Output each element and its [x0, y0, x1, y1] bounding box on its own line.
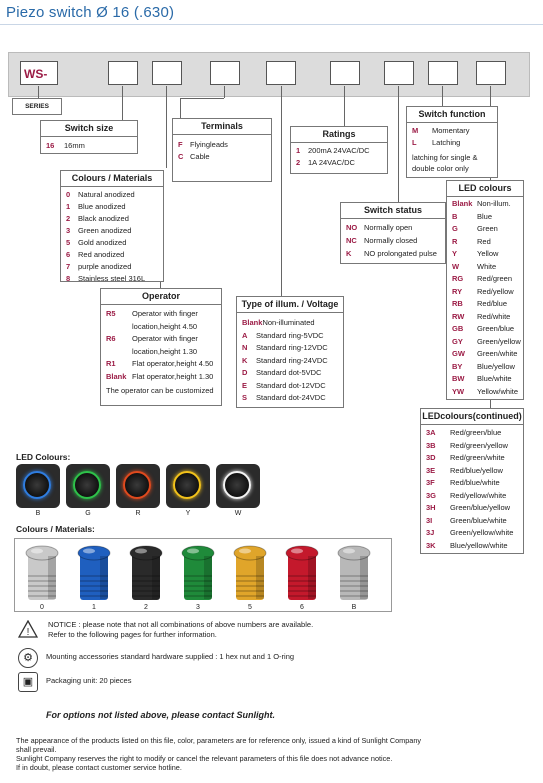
colours-title: Colours / Materials — [61, 171, 163, 187]
operator-list — [101, 305, 221, 383]
option-text: Red anodized — [78, 250, 125, 259]
option-code: 2 — [66, 214, 71, 223]
option-text: Green/yellow — [477, 336, 521, 346]
option-code: 0 — [66, 190, 71, 199]
option-code: S — [242, 393, 248, 402]
option-text: Blue/white — [477, 374, 512, 383]
switch-function-note — [407, 149, 497, 174]
option-code: L — [412, 138, 417, 147]
option-code: 3 — [66, 226, 71, 235]
option-text: purple anodized — [78, 262, 132, 271]
switch-size-box — [40, 120, 138, 154]
option-row — [101, 308, 221, 321]
connector-line — [38, 86, 39, 98]
option-row — [421, 527, 523, 540]
option-row — [61, 213, 163, 225]
led-colours-title: LED colours — [447, 181, 523, 197]
led-ring — [73, 471, 101, 499]
option-code: NC — [346, 236, 357, 245]
option-row — [101, 333, 221, 346]
mounting-text: Mounting accessories standard hardware supplied : 1 hex nut and 1 O-ring — [46, 652, 295, 661]
option-text: Non-illum. — [477, 199, 511, 208]
led-colours-heading: LED Colours: — [16, 452, 71, 462]
option-text: Red/green/yellow — [450, 440, 508, 450]
switch-cap-photo — [126, 542, 166, 604]
option-text: Standard dot-5VDC — [256, 368, 322, 377]
option-row — [173, 139, 271, 151]
connector-line — [398, 86, 399, 102]
option-row — [447, 198, 523, 211]
illumination-box — [236, 296, 344, 408]
option-text: Green/blue/yellow — [450, 503, 511, 512]
option-text: Standard dot-24VDC — [256, 393, 326, 402]
disclaimer-line: shall prevail. — [16, 745, 57, 754]
option-text: Green/yellow/white — [450, 528, 514, 537]
led-switch-photo — [216, 464, 260, 508]
material-photo-label: 5 — [248, 604, 252, 611]
option-row — [101, 371, 221, 384]
colours-list — [61, 187, 163, 285]
option-text: Momentary — [432, 126, 470, 135]
led-switch-photo — [66, 464, 110, 508]
option-code: W — [452, 261, 460, 271]
led-ring — [173, 471, 201, 499]
material-photo-label: 1 — [92, 604, 96, 611]
led-photo-label: R — [135, 510, 141, 517]
option-row — [61, 249, 163, 261]
led-ring — [123, 471, 151, 499]
colours-box — [60, 170, 164, 282]
option-row — [61, 225, 163, 237]
option-code: G — [452, 224, 458, 233]
led-colours-box — [446, 180, 524, 400]
illumination-title: Type of illum. / Voltage — [237, 297, 343, 313]
option-row — [447, 348, 523, 361]
option-row — [237, 392, 343, 405]
option-row — [291, 157, 387, 169]
operator-note: The operator can be customized — [106, 386, 214, 395]
option-code: C — [178, 152, 184, 161]
option-row — [101, 358, 221, 371]
option-code: 3D — [426, 453, 436, 462]
option-code: K — [346, 249, 352, 258]
switch-status-box — [340, 202, 446, 264]
option-text: Red/blue/yellow — [450, 465, 503, 475]
code-prefix: WS- — [20, 61, 58, 85]
option-row — [101, 321, 221, 334]
option-text: Operator with finger — [132, 334, 198, 343]
option-row — [237, 380, 343, 393]
option-code: RG — [452, 274, 464, 283]
option-code: GW — [452, 349, 465, 358]
option-text: Blue/yellow/white — [450, 540, 508, 550]
note-line: double color only — [412, 164, 469, 173]
terminals-list — [173, 135, 271, 163]
option-text: Green — [477, 224, 498, 233]
option-code: D — [242, 368, 248, 377]
disclaimer — [16, 736, 536, 772]
option-row — [447, 273, 523, 286]
option-text: Blue anodized — [78, 202, 126, 211]
packaging-text: Packaging unit: 20 pieces — [46, 676, 132, 685]
option-row — [291, 145, 387, 157]
option-code: GB — [452, 324, 464, 333]
option-code: RB — [452, 299, 463, 308]
option-text: Standard ring-12VDC — [256, 343, 328, 352]
connector-line — [180, 98, 224, 99]
option-code: B — [452, 211, 458, 221]
option-code: Y — [452, 249, 458, 258]
connector-line — [442, 86, 443, 108]
option-text: Red/white — [477, 311, 511, 321]
option-code: A — [242, 330, 248, 340]
switch-cap-photo — [74, 542, 114, 604]
option-code: 1 — [66, 202, 71, 211]
led-colours-continued-title: LEDcolours(continued) — [421, 409, 523, 425]
option-text: Flat operator,height 4.50 — [132, 359, 214, 368]
connector-line — [281, 86, 282, 296]
option-code: NO — [346, 223, 358, 232]
option-text: Yellow — [477, 249, 499, 258]
switch-function-list — [407, 123, 497, 149]
option-code: 2 — [296, 158, 301, 167]
option-row — [237, 367, 343, 380]
option-row — [447, 211, 523, 224]
material-photo-label: 2 — [144, 604, 148, 611]
option-text: Operator with finger — [132, 309, 198, 318]
option-code: E — [242, 380, 248, 390]
option-text: location,height 4.50 — [132, 321, 198, 331]
code-slot-status — [428, 61, 458, 85]
option-text: Red/blue/white — [450, 478, 500, 487]
option-text: Standard dot-12VDC — [256, 380, 326, 390]
led-switch-photo — [116, 464, 160, 508]
materials-heading: Colours / Materials: — [16, 524, 95, 534]
option-row — [447, 298, 523, 311]
connector-line — [490, 400, 491, 408]
option-code: Blank — [106, 371, 127, 381]
option-text: Gold anodized — [78, 238, 127, 247]
option-text: Red/green/blue — [450, 428, 502, 437]
note-line: latching for single & — [412, 153, 478, 162]
option-row — [237, 355, 343, 368]
material-photo-label: 3 — [196, 604, 200, 611]
option-code: 7 — [66, 262, 71, 271]
led-photo-label: Y — [185, 510, 191, 517]
option-code: 3F — [426, 478, 435, 487]
option-row — [61, 273, 163, 285]
led-colours-list — [447, 197, 523, 398]
option-text: Natural anodized — [78, 190, 135, 199]
option-text: Red/green/white — [450, 453, 505, 462]
disclaimer-line: If in doubt, please contact customer service hotline. — [16, 763, 182, 772]
code-slot-operator — [210, 61, 240, 85]
connector-line — [344, 86, 345, 126]
option-row — [341, 247, 445, 260]
option-row — [101, 346, 221, 359]
option-code: Blank — [452, 199, 473, 208]
option-text: Flyingleads — [190, 140, 228, 149]
option-text: Standard ring-5VDC — [256, 330, 324, 340]
contact-text: For options not listed above, please contact Sunlight. — [46, 710, 276, 720]
option-text: Stainless steel 316L — [78, 274, 146, 283]
switch-cap-photo — [334, 542, 374, 604]
connector-line — [166, 86, 167, 168]
option-row — [447, 223, 523, 236]
package-icon: ▣ — [18, 672, 38, 692]
option-row — [421, 440, 523, 453]
led-colours-continued-list — [421, 425, 523, 552]
option-text: NO prolongated pulse — [364, 249, 437, 258]
option-row — [237, 342, 343, 355]
led-colours-continued-box — [420, 408, 524, 554]
option-text: Red/yellow — [477, 286, 514, 296]
option-code: RY — [452, 286, 463, 296]
option-row — [237, 317, 343, 330]
option-row — [61, 237, 163, 249]
option-row — [447, 261, 523, 274]
option-code: 3H — [426, 503, 436, 512]
led-switch-photo — [16, 464, 60, 508]
option-text: location,height 1.30 — [132, 346, 198, 356]
option-text: Blue — [477, 211, 493, 221]
option-row — [447, 286, 523, 299]
option-text: Green/blue — [477, 324, 515, 333]
illumination-list — [237, 313, 343, 405]
option-row — [421, 515, 523, 528]
option-code: 3J — [426, 528, 435, 537]
led-ring — [23, 471, 51, 499]
option-row — [61, 189, 163, 201]
option-text: White — [477, 261, 497, 271]
code-slot-size — [108, 61, 138, 85]
option-text: Green/white — [477, 349, 518, 358]
option-row — [61, 201, 163, 213]
option-code: 3E — [426, 465, 436, 475]
option-text: Normally open — [364, 223, 413, 232]
switch-status-title: Switch status — [341, 203, 445, 219]
option-code: 16 — [46, 141, 55, 150]
option-code: GY — [452, 336, 463, 346]
page-title: Piezo switch Ø 16 (.630) — [6, 4, 175, 21]
option-code: 8 — [66, 274, 71, 283]
code-slot-led — [476, 61, 506, 85]
option-code — [106, 321, 132, 334]
code-slot-rating — [384, 61, 414, 85]
option-code: F — [178, 140, 183, 149]
led-photo-label: B — [35, 510, 41, 517]
led-photo-label: W — [234, 510, 242, 517]
option-row — [447, 323, 523, 336]
switch-status-list — [341, 219, 445, 260]
option-text: 16mm — [64, 141, 85, 150]
option-row — [341, 221, 445, 234]
connector-line — [398, 102, 399, 202]
option-text: Standard ring-24VDC — [256, 355, 328, 365]
option-code: BY — [452, 361, 463, 371]
option-code: 3K — [426, 540, 436, 550]
option-code: 3B — [426, 440, 436, 450]
switch-cap-photo — [230, 542, 270, 604]
option-text: Normally closed — [364, 236, 418, 245]
switch-cap-photo — [282, 542, 322, 604]
option-code — [106, 346, 132, 359]
switch-function-title: Switch function — [407, 107, 497, 123]
option-text: Red/green — [477, 274, 513, 283]
option-row — [447, 336, 523, 349]
option-code: R5 — [106, 309, 116, 318]
option-text: Yellow/white — [477, 386, 518, 396]
option-code: RW — [452, 311, 465, 321]
disclaimer-line: Sunlight Company reserves the right to modify or cancel the relevant parameters of this file does not advance notice. — [16, 754, 393, 763]
option-code: 5 — [66, 238, 71, 247]
operator-title: Operator — [101, 289, 221, 305]
led-switch-photo — [166, 464, 210, 508]
option-row — [341, 234, 445, 247]
option-code: 3G — [426, 490, 437, 500]
option-row — [421, 427, 523, 440]
switch-cap-photo — [178, 542, 218, 604]
option-row — [447, 361, 523, 374]
option-text: Non-illuminated — [262, 318, 315, 327]
option-row — [407, 125, 497, 137]
option-row — [237, 330, 343, 343]
option-text: Flat operator,height 1.30 — [132, 371, 214, 381]
connector-line — [224, 86, 225, 98]
warning-icon — [18, 620, 36, 638]
option-row — [61, 261, 163, 273]
material-photo-label: B — [351, 604, 357, 611]
option-code: R6 — [106, 334, 116, 343]
option-text: Green anodized — [78, 226, 132, 235]
switch-function-box — [406, 106, 498, 178]
option-text: Red/yellow/white — [450, 490, 507, 500]
option-row — [421, 502, 523, 515]
notice-line-1: NOTICE : please note that not all combinations of above numbers are available. — [48, 620, 314, 629]
option-code: N — [242, 343, 248, 352]
option-row — [447, 311, 523, 324]
disclaimer-line: The appearance of the products listed on this file, color, parameters are for reference only, issued a kind of Sunlight Company — [16, 736, 422, 745]
led-ring — [223, 471, 251, 499]
terminals-box — [172, 118, 272, 182]
code-slot-terminal — [266, 61, 296, 85]
option-code: 3A — [426, 428, 436, 437]
option-code: BW — [452, 374, 465, 383]
option-row — [447, 236, 523, 249]
switch-size-row — [41, 137, 137, 151]
svg-text:!: ! — [26, 627, 30, 638]
switch-cap-photo — [22, 542, 62, 604]
option-row — [421, 540, 523, 553]
option-code: R — [452, 236, 458, 246]
material-photo-label: 0 — [40, 604, 44, 611]
ratings-title: Ratings — [291, 127, 387, 143]
connector-line — [122, 86, 123, 120]
option-code: YW — [452, 386, 465, 396]
option-row — [407, 137, 497, 149]
option-code: 1 — [296, 146, 301, 155]
switch-size-title: Switch size — [41, 121, 137, 137]
option-row — [447, 248, 523, 261]
option-text: Green/blue/white — [450, 515, 507, 525]
led-photo-label: G — [85, 510, 91, 517]
notice-line-2: Refer to the following pages for further information. — [48, 630, 217, 639]
code-slot-illum — [330, 61, 360, 85]
option-code: 3I — [426, 515, 433, 525]
option-text: 1A 24VAC/DC — [308, 158, 355, 167]
option-text: Blue/yellow — [477, 361, 515, 371]
option-code: 6 — [66, 250, 71, 259]
connector-line — [180, 98, 181, 118]
material-photo-label: 6 — [300, 604, 304, 611]
option-text: Red/blue — [477, 299, 508, 308]
code-slot-colour — [152, 61, 182, 85]
option-code: R1 — [106, 359, 116, 368]
option-row — [421, 490, 523, 503]
option-row — [447, 386, 523, 399]
option-row — [173, 151, 271, 163]
option-text: Cable — [190, 152, 210, 161]
option-code: M — [412, 126, 419, 135]
option-text: Latching — [432, 138, 461, 147]
option-row — [447, 373, 523, 386]
option-row — [421, 477, 523, 490]
title-divider — [0, 24, 543, 25]
series-label: SERIES — [12, 98, 62, 115]
ratings-list — [291, 143, 387, 169]
option-code: Blank — [242, 318, 263, 327]
operator-box — [100, 288, 222, 406]
option-text: Red — [477, 236, 491, 246]
option-code: K — [242, 355, 248, 365]
option-row — [421, 452, 523, 465]
option-text: 200mA 24VAC/DC — [308, 146, 370, 155]
terminals-title: Terminals — [173, 119, 271, 135]
ratings-box — [290, 126, 388, 174]
option-text: Black anodized — [78, 214, 129, 223]
option-row — [421, 465, 523, 478]
hex-nut-icon: ⚙ — [18, 648, 38, 668]
